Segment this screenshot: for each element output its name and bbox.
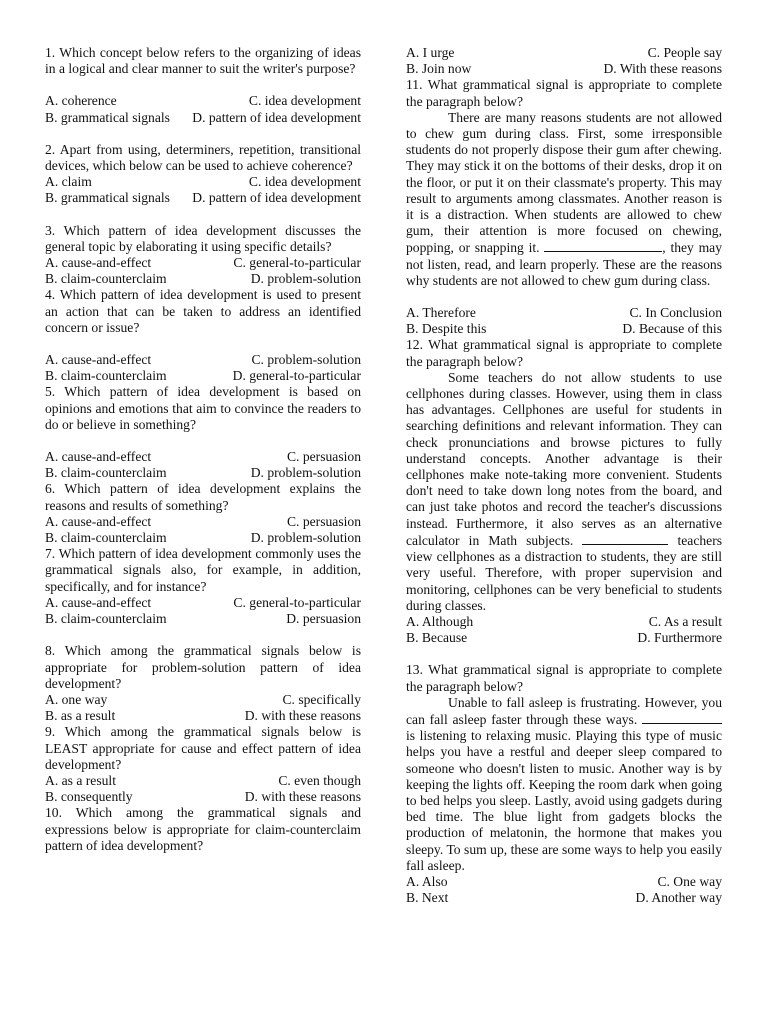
question-1-text: 1. Which concept below refers to the organizing of ideas in a logical and clear manner to suit the writer's purpose? xyxy=(45,45,361,77)
question-3-text: 3. Which pattern of idea development discusses the general topic by elaborating it using specific details? xyxy=(45,222,361,254)
q5-option-c: C. persuasion xyxy=(286,449,361,465)
question-13-text: 13. What grammatical signal is appropriate to complete the paragraph below? xyxy=(406,662,722,694)
q13-passage-part-2: is listening to relaxing music. Playing this type of music helps you have a restful and deeper sleep compared to someone who doesn't listen to music. Another way is by keeping the lights off. Keeping the room dark when going to bed helps you sleep. Lastly, avoid using gadgets during bed time. The blue light from gadgets blocks the production of melatonin, the hormone that makes you sleepy. To sum up, these are some ways to help you easily fall asleep. xyxy=(406,728,722,873)
q9-option-d: D. with these reasons xyxy=(244,789,361,805)
q13-option-a: A. Also xyxy=(406,873,448,889)
question-2-text: 2. Apart from using, determiners, repetition, transitional devices, which below can be used to achieve coherence? xyxy=(45,141,361,174)
q10-option-c: C. People say xyxy=(647,45,722,60)
q6-option-a: A. cause-and-effect xyxy=(45,513,152,529)
question-5-options xyxy=(45,449,361,481)
question-4-options xyxy=(45,352,361,384)
q11-option-c: C. In Conclusion xyxy=(629,305,722,321)
q4-option-c: C. problem-solution xyxy=(251,352,361,368)
question-9 xyxy=(45,724,361,805)
question-3 xyxy=(45,223,361,288)
q12-blank xyxy=(582,532,668,545)
question-4 xyxy=(45,287,361,384)
q12-option-b: B. Because xyxy=(406,630,468,646)
question-2-options xyxy=(45,174,361,206)
q1-option-c: C. idea development xyxy=(248,93,361,109)
q5-option-a: A. cause-and-effect xyxy=(45,449,152,465)
q11-passage-part-2: , they may not listen, read, and learn properly. These are the reasons why students are not allowed to chew gum during class. xyxy=(406,240,722,288)
q12-option-d: D. Furthermore xyxy=(637,630,722,646)
question-13-options xyxy=(406,874,722,906)
q3-option-a: A. cause-and-effect xyxy=(45,255,152,271)
q11-option-b: B. Despite this xyxy=(406,321,487,337)
q7-option-c: C. general-to-particular xyxy=(233,594,361,610)
question-12 xyxy=(406,337,722,646)
q8-option-a: A. one way xyxy=(45,691,108,707)
q11-passage-part-1: There are many reasons students are not allowed to chew gum during class. First, some irresponsible students do not properly dispose their gum after chewing. They may stick it on the bottoms of their desks, drop it on the floor, or put it on their classmate's property. This may result to arguments among classmates. Another reason is it is a distraction. When students are allowed to chew gum, their attention is more focused on chewing, popping, or snapping it. xyxy=(406,109,722,256)
q13-blank xyxy=(642,711,722,724)
question-5-text: 5. Which pattern of idea development is based on opinions and emotions that aim to convince the readers to do or believe in something? xyxy=(45,384,361,432)
q5-option-d: D. problem-solution xyxy=(250,465,361,481)
q9-option-a: A. as a result xyxy=(45,772,116,788)
q7-option-b: B. claim-counterclaim xyxy=(45,611,167,627)
q1-option-d: D. pattern of idea development xyxy=(192,109,361,125)
q10-option-b: B. Join now xyxy=(406,61,472,77)
q6-option-d: D. problem-solution xyxy=(250,530,361,546)
q7-option-a: A. cause-and-effect xyxy=(45,594,152,610)
q9-option-c: C. even though xyxy=(278,772,361,788)
q8-option-d: D. with these reasons xyxy=(244,708,361,724)
q12-passage-part-2: teachers view cellphones as a distraction to students, they are still very useful. Therefore, with proper supervision and monitoring, cellphones can be very beneficial to students during classes. xyxy=(406,532,723,613)
question-9-options xyxy=(45,773,361,805)
q11-option-d: D. Because of this xyxy=(622,321,722,337)
q3-option-c: C. general-to-particular xyxy=(233,255,361,271)
q2-option-d: D. pattern of idea development xyxy=(192,190,361,206)
question-8-text: 8. Which among the grammatical signals below is appropriate for problem-solution pattern of idea development? xyxy=(45,643,361,691)
question-11-options xyxy=(406,305,722,337)
q12-option-c: C. As a result xyxy=(648,613,722,629)
q1-option-b: B. grammatical signals xyxy=(45,109,170,125)
q4-option-a: A. cause-and-effect xyxy=(45,352,152,368)
question-8-options xyxy=(45,692,361,724)
q8-option-c: C. specifically xyxy=(282,691,361,707)
q12-passage-part-1: Some teachers do not allow students to use cellphones during classes. However, using them in class has advantages. Cellphones are useful for students in searching definitions and relevant information. They can check pronunciations and browse pictures to fully understand concepts. Another advantage is their cellphones make note-taking more convenient. Students don't need to take down long notes from the board, and can just take photos and record the teacher's discussions instead. Furthermore, it also serves as an alternative calculator in Math subjects. xyxy=(406,369,722,548)
q2-option-c: C. idea development xyxy=(248,174,361,190)
q9-option-b: B. consequently xyxy=(45,789,133,805)
question-9-text: 9. Which among the grammatical signals below is LEAST appropriate for cause and effect pattern of idea development? xyxy=(45,724,361,772)
q11-blank xyxy=(544,239,662,252)
question-2 xyxy=(45,142,361,207)
q6-option-b: B. claim-counterclaim xyxy=(45,530,167,546)
q13-passage-part-1: Unable to fall asleep is frustrating. However, you can fall asleep faster through these ways. xyxy=(406,694,722,727)
question-10 xyxy=(45,805,361,854)
question-13-passage xyxy=(406,695,722,874)
question-7 xyxy=(45,546,361,627)
q1-option-a: A. coherence xyxy=(45,93,117,109)
q13-option-d: D. Another way xyxy=(635,890,722,906)
q3-option-b: B. claim-counterclaim xyxy=(45,271,167,287)
q7-option-d: D. persuasion xyxy=(286,611,361,627)
q4-option-b: B. claim-counterclaim xyxy=(45,368,167,384)
question-11-passage xyxy=(406,110,722,289)
q6-option-c: C. persuasion xyxy=(286,513,361,529)
q12-option-a: A. Although xyxy=(406,613,474,629)
q11-option-a: A. Therefore xyxy=(406,305,476,321)
q10-option-d: D. With these reasons xyxy=(603,61,722,77)
question-11 xyxy=(406,77,722,337)
left-column xyxy=(45,45,361,854)
question-10-options xyxy=(406,45,722,77)
question-1-options xyxy=(45,93,361,125)
q2-option-a: A. claim xyxy=(45,174,92,190)
question-11-text: 11. What grammatical signal is appropriate to complete the paragraph below? xyxy=(406,77,722,109)
q5-option-b: B. claim-counterclaim xyxy=(45,465,167,481)
question-12-options xyxy=(406,614,722,646)
q13-option-b: B. Next xyxy=(406,890,449,906)
question-1 xyxy=(45,45,361,126)
question-10-text: 10. Which among the grammatical signals and expressions below is appropriate for claim-counterclaim pattern of idea development? xyxy=(45,805,361,853)
question-12-passage xyxy=(406,370,722,614)
question-13 xyxy=(406,662,722,906)
q4-option-d: D. general-to-particular xyxy=(232,368,361,384)
question-6-text: 6. Which pattern of idea development explains the reasons and results of something? xyxy=(45,481,361,513)
q13-option-c: C. One way xyxy=(657,873,722,889)
question-4-text: 4. Which pattern of idea development is used to present an action that can be taken to address an identified concern or issue? xyxy=(45,287,361,335)
q3-option-d: D. problem-solution xyxy=(250,271,361,287)
question-6-options xyxy=(45,514,361,546)
question-5 xyxy=(45,384,361,481)
question-6 xyxy=(45,481,361,546)
q2-option-b: B. grammatical signals xyxy=(45,190,170,206)
question-3-options xyxy=(45,255,361,287)
question-7-options xyxy=(45,595,361,627)
right-column xyxy=(406,45,722,906)
q10-option-a: A. I urge xyxy=(406,45,455,60)
question-12-text: 12. What grammatical signal is appropriate to complete the paragraph below? xyxy=(406,337,722,369)
question-7-text: 7. Which pattern of idea development commonly uses the grammatical signals also, for example, in addition, specifically, and for instance? xyxy=(45,546,361,594)
q8-option-b: B. as a result xyxy=(45,708,116,724)
question-8 xyxy=(45,643,361,724)
